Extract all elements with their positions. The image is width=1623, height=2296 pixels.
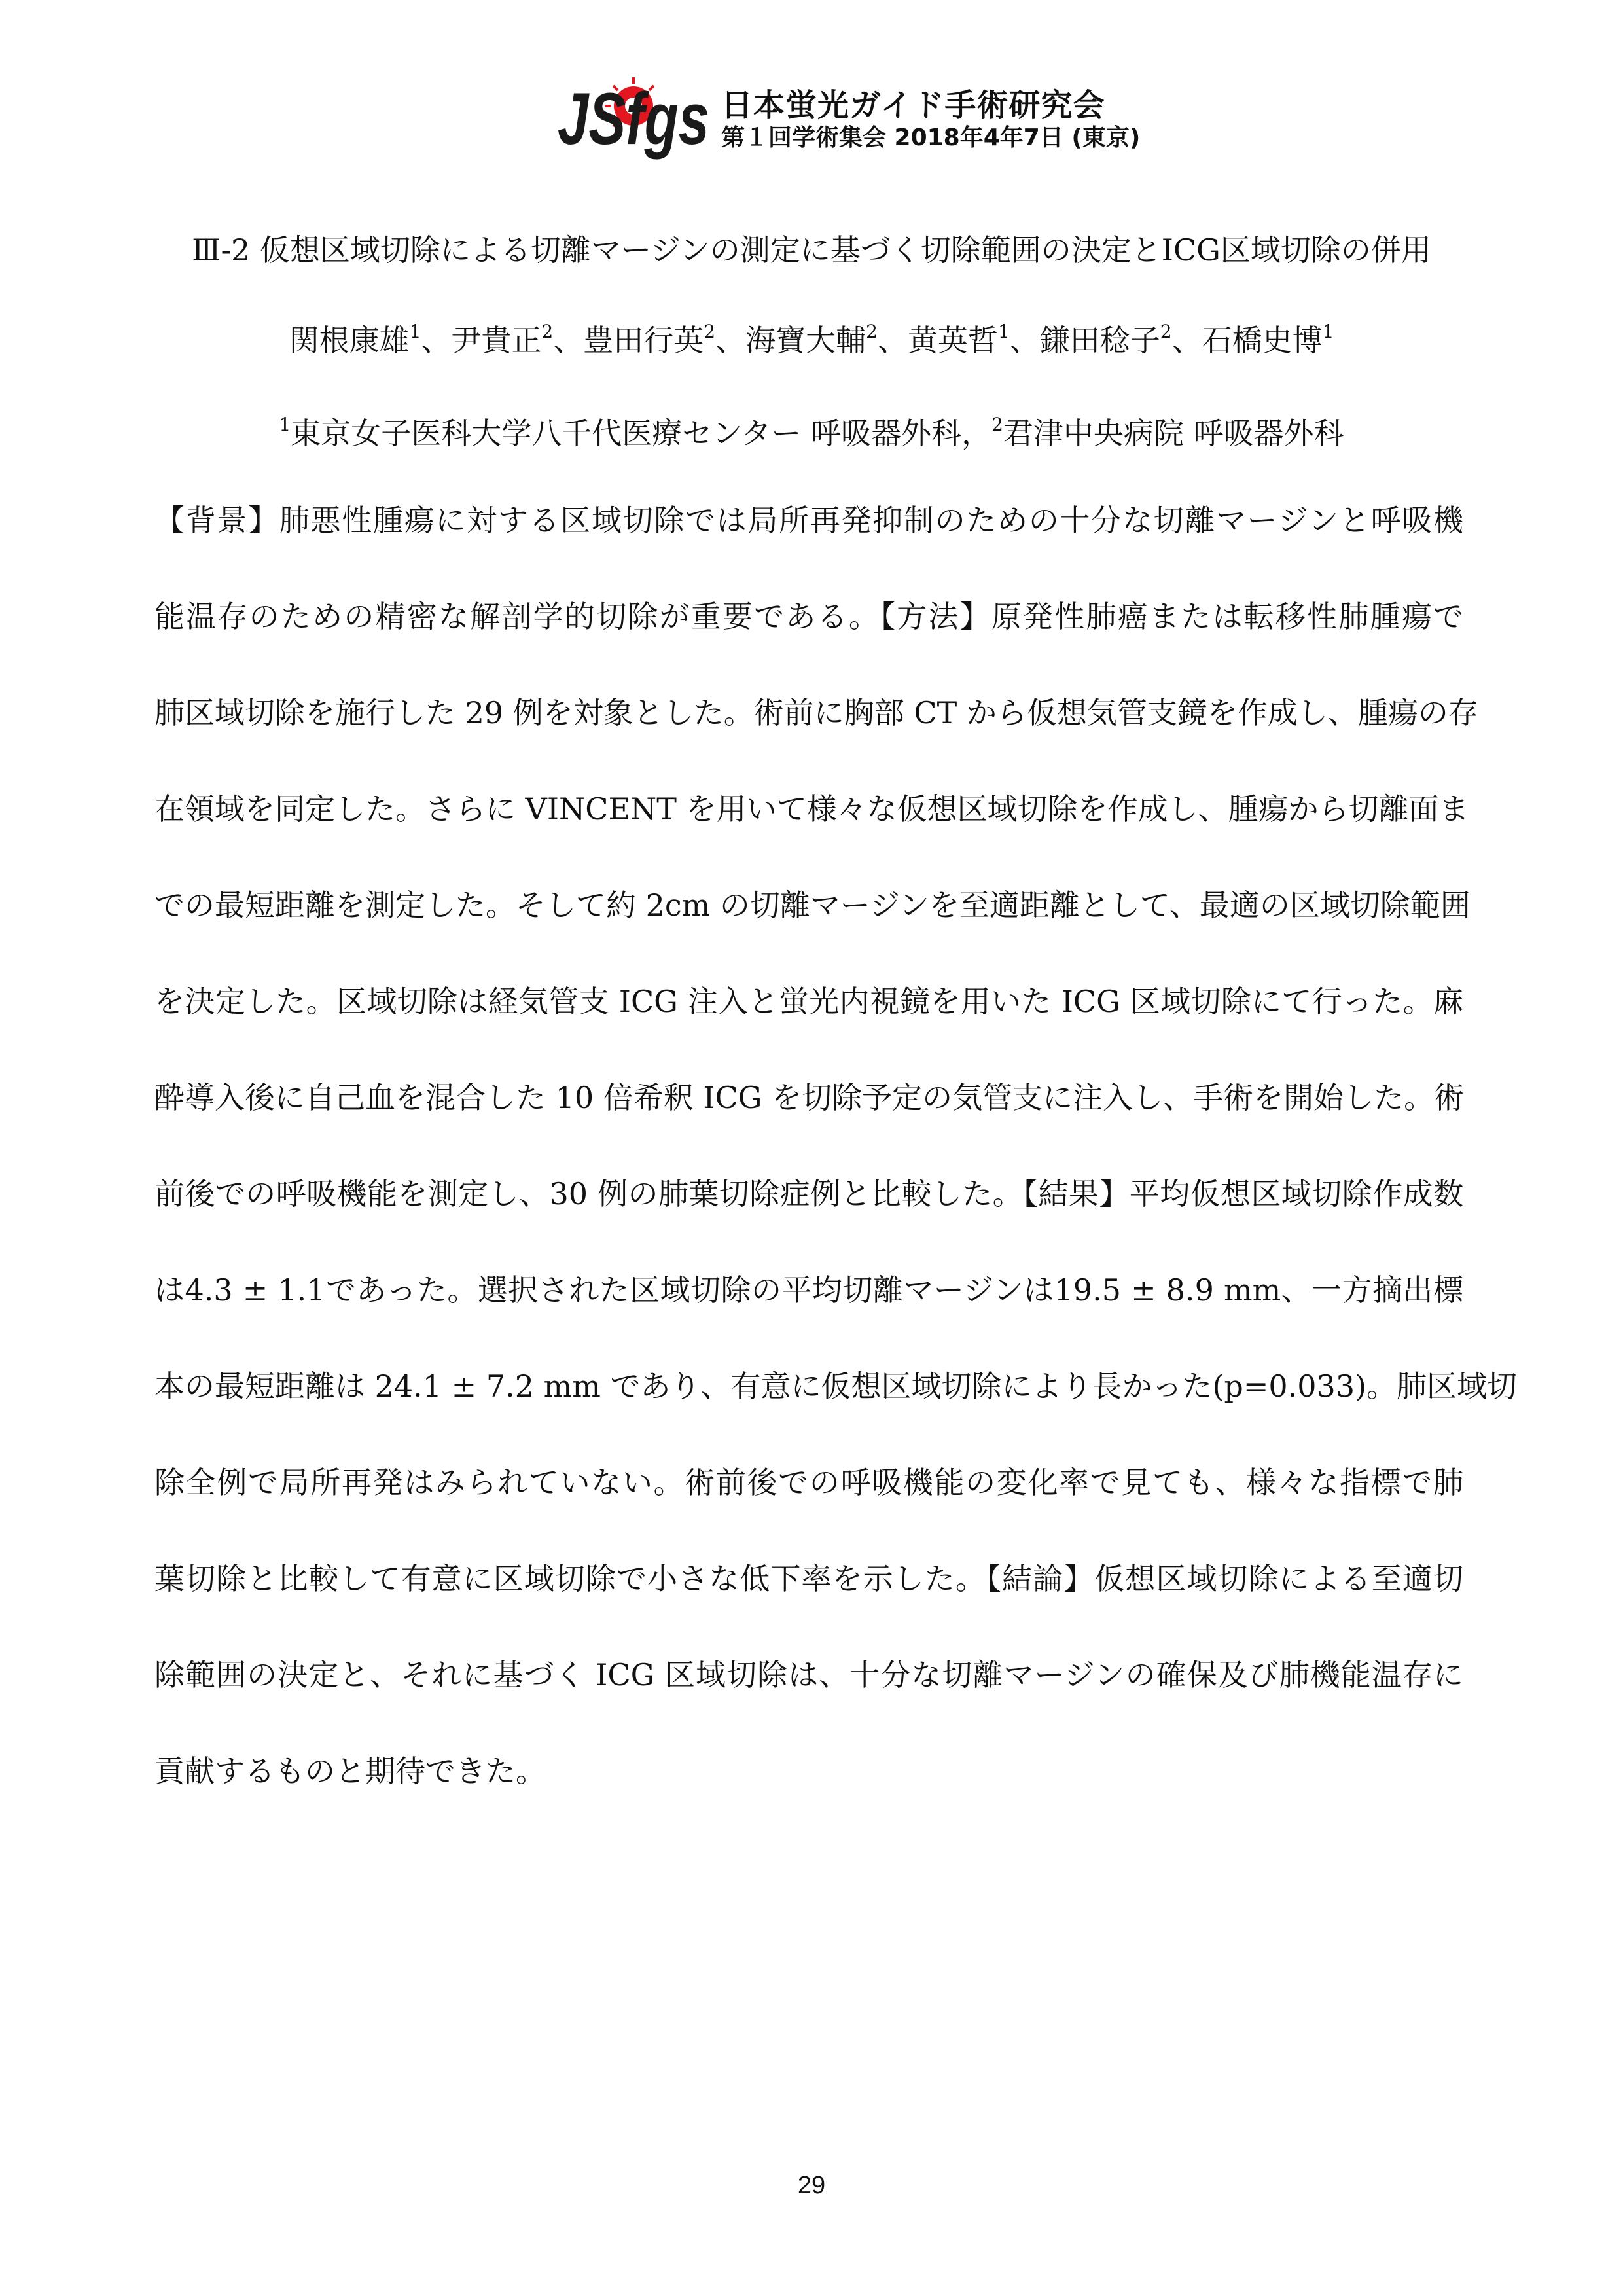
meeting-info: 第１回学術集会 2018年4年7日 (東京) [721,124,1141,151]
author-name: 鎌田稔子 [1039,323,1160,358]
abstract-line: 在領域を同定した。さらに VINCENT を用いて様々な仮想区域切除を作成し、腫瘍から切離面ま [154,791,1469,827]
author-separator: 、 [877,323,908,358]
logo-wordmark: JSfgs [558,78,709,160]
affiliation-number: 2 [991,414,1003,435]
abstract-line: を決定した。区域切除は経気管支 ICG 注入と蛍光内視鏡を用いた ICG 区域切除にて行った。麻 [154,984,1463,1019]
author-affiliation-mark: 2 [1160,321,1172,342]
author-name: 石橋史博 [1202,323,1323,358]
author-name: 黄英哲 [907,323,998,358]
author-name: 尹貴正 [451,323,542,358]
affiliation-separator: ， [961,416,992,451]
abstract-line: 除範囲の決定と、それに基づく ICG 区域切除は、十分な切離マージンの確保及び肺機能温存に [154,1657,1463,1693]
author-separator: 、 [715,323,746,358]
abstract-line: 肺区域切除を施行した 29 例を対象とした。術前に胸部 CT から仮想気管支鏡を作成し、腫瘍の存 [154,695,1478,730]
author-name: 豊田行英 [583,323,704,358]
abstract-line: は4.3 ± 1.1であった。選択された区域切除の平均切離マージンは19.5 ± 8.9 mm、一方摘出標 [154,1272,1463,1308]
author-separator: 、 [421,323,452,358]
abstract-title: Ⅲ-2 仮想区域切除による切離マージンの測定に基づく切除範囲の決定とICG区域切除の併用 [192,232,1431,268]
abstract-line: 除全例で局所再発はみられていない。術前後での呼吸機能の変化率で見ても、様々な指標で肺 [154,1465,1464,1500]
author-affiliation-mark: 2 [541,321,554,342]
abstract-line: 葉切除と比較して有意に区域切除で小さな低下率を示した。【結論】仮想区域切除による至適切 [154,1561,1463,1596]
author-separator: 、 [1009,323,1040,358]
abstract-line: 貢献するものと期待できた。 [154,1753,546,1789]
author-separator: 、 [553,323,584,358]
affiliation-name: 東京女子医科大学八千代医療センター 呼吸器外科 [291,416,962,451]
author-name: 関根康雄 [289,323,410,358]
abstract-line: 【背景】肺悪性腫瘍に対する区域切除では局所再発抑制のための十分な切離マージンと呼吸機 [154,503,1463,538]
society-logo [556,71,713,160]
author-separator: 、 [1171,323,1202,358]
author-affiliation-mark: 2 [866,321,878,342]
author-affiliation-mark: 1 [997,321,1010,342]
abstract-line: 能温存のための精密な解剖学的切除が重要である。【方法】原発性肺癌または転移性肺腫瘍で [154,599,1463,634]
affiliation-list [0,410,1623,453]
author-affiliation-mark: 1 [1322,321,1334,342]
society-name: 日本蛍光ガイド手術研究会 [721,87,1105,124]
abstract-line: 前後での呼吸機能を測定し、30 例の肺葉切除症例と比較した。【結果】平均仮想区域切除作成数 [154,1176,1463,1211]
author-affiliation-mark: 1 [409,321,421,342]
abstract-line: での最短距離を測定した。そして約 2cm の切離マージンを至適距離として、最適の区域切除範囲 [154,888,1471,923]
abstract-line: 本の最短距離は 24.1 ± 7.2 mm であり、有意に仮想区域切除により長かった(p=0.033)。肺区域切 [154,1369,1518,1404]
affiliation-number: 1 [279,414,291,435]
author-affiliation-mark: 2 [704,321,716,342]
affiliation-name: 君津中央病院 呼吸器外科 [1003,416,1344,451]
page-number: 29 [797,2172,826,2199]
page-header [556,71,1141,160]
abstract-body [154,501,1518,1848]
author-list [0,317,1623,360]
author-name: 海寶大輔 [745,323,866,358]
abstract-line: 酔導入後に自己血を混合した 10 倍希釈 ICG を切除予定の気管支に注入し、手術を開始した。術 [154,1080,1465,1115]
